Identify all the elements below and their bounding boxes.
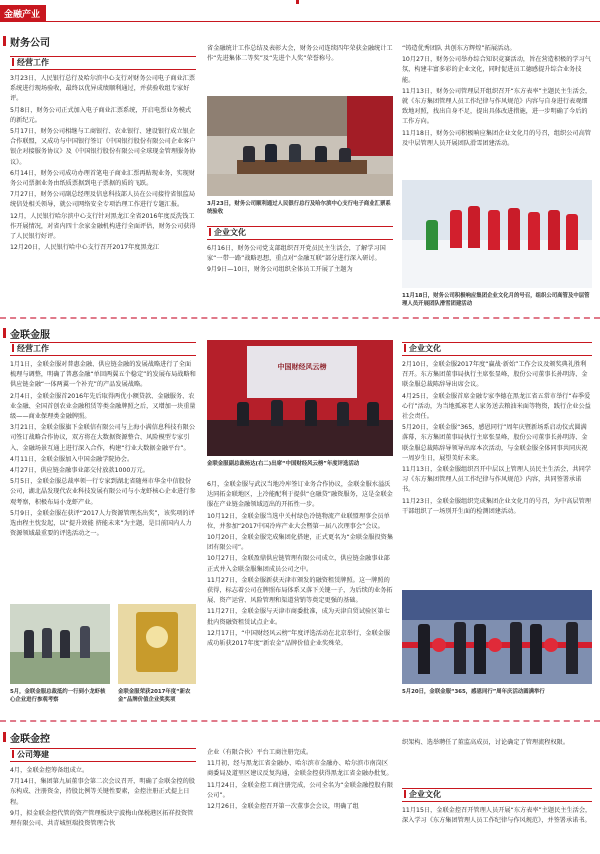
- paragraph: 3月21日，金联金服旗下金联信有限公司与上海小满信息科技有限公司签订战略合作协议，双方将在大数据资源整合、风险模型专家引入、金融场景互通上进行深入合作，构建“行业大数据金融平台”。: [10, 424, 196, 452]
- col-culture: [402, 806, 592, 827]
- col-operations: [10, 360, 196, 540]
- paragraph: 6月14日，财务公司成功办理首笔电子商业汇票再贴现业务，实现财务公司票据业务由纸质票据到电子票据的质的飞跃。: [10, 169, 196, 188]
- paragraph: 10月20日，金联金服完成集团化搭建，正式更名为“金联金服投资集团有限公司”。: [207, 534, 394, 552]
- award-photo: [118, 604, 196, 684]
- paragraph: 11月13日，金联金服组织召开中层以上管理人员民主生活会，共同学习《东方集团管理人员工作纪律与作风规范》内容，共同签署承诺书。: [402, 466, 591, 494]
- paragraph: 企业（有限合伙）平台工商注册完成。: [207, 749, 313, 756]
- section-title: 金联金控: [10, 730, 50, 745]
- paragraph: 5月8日，财务公司正式加入电子商业汇票系统，开启电票业务模式的新纪元。: [10, 106, 192, 124]
- crayfish-visit-photo: [10, 604, 110, 684]
- paragraph: 7月14日，集团第九届董事会第二次会议召开，明确了金联金控的股东构成、注册资金，持股比例等关键性要素，金控注册正式提上日程。: [10, 778, 196, 806]
- col-middle: [207, 480, 393, 650]
- paragraph: 5月5日，金联金服总裁率领一行专家到湖北省随州市华金中信股份公司，湖北晶发现代农业科技发展有限公司与小龙虾核心企业进行参观考察，积极布局小龙虾产业。: [10, 478, 196, 506]
- header-tick: [296, 0, 299, 4]
- paragraph: 9月9日—10日，财务公司组织全体员工开展了主题为: [207, 266, 353, 274]
- col-right-top: [402, 738, 592, 749]
- paragraph: 11月18日，财务公司积极响应集团企业文化月的号召，组织公司高管及中层管理人员开展团队滑雪团建活动。: [402, 129, 591, 147]
- paragraph: 10月12日，金联金服当选中关村绿色冷链物流产业联盟理事会员单位，并参加“2017中国冷库产业大会暨第一届八次理事会”会议。: [207, 512, 390, 530]
- subhead-culture: [207, 226, 393, 240]
- paragraph: 2月10日，金联金服2017年度“赢战·新始”工作会议及颁奖典礼胜利召开。东方集团董事局执行主席张显峰，股份公司董事长孙明涛、金联金服总裁陈辞导出席会议。: [402, 361, 588, 389]
- paragraph: 5月9日，金联金服在获评“2017人力资源管理杰出奖”，该奖项的评选由程主忱发起，以“提升效能 挤能未来”为主题，是目前国内人力资源领域最重要的评选活动之一。: [10, 509, 195, 538]
- subhead-operations: [10, 56, 196, 70]
- page-header: [0, 0, 600, 22]
- paragraph: 6月16日，财务公司党支部组织召开党员民主生活会，了解学习国家“一带一路”战略思想，重点对“金融互联”部分进行深入研讨。: [207, 245, 386, 263]
- paragraph: 4月25日，金联金服首席金融专家李德在黑龙江省五常市举行“春季爱心行”活动，为当地孤寡老人家务送去粮油米面等物资，践行企业公益社会责任。: [402, 392, 591, 421]
- subhead-setup: [10, 748, 196, 762]
- paragraph: 4月27日，供应链金融事业部交付放款1000万元。: [10, 467, 149, 475]
- paragraph: 3月23日，人民银行总行及哈尔滨中心支行对财务公司电子商业汇票系统进行现场验收，最终以优异成绩顺利通过，并获验收组专家好评。: [10, 75, 196, 103]
- paragraph: 10月27日，金联盈鼎供应链管理有限公司成立，供应链金融事业部正式并入金联金服集团成员公司之中。: [207, 555, 390, 573]
- paragraph: 11月15日，金联金控召开管理人员开展“东方表率”主题民主生活会，深入学习《东方集团管理人员工作纪律与作风规范》，并签署承诺书。: [402, 807, 592, 825]
- paragraph: 织架构、选举聘任了董监高成员，讨论确定了管理流程权限。: [402, 739, 570, 746]
- subhead-label: 经营工作: [17, 344, 49, 353]
- paragraph: 12月17日，“中国财经风云榜”年度评选活动在北京举行，金联金服成功斩获2017年度“新农金”品牌价值企业奖殊荣。: [207, 629, 391, 648]
- forum-caption: 金联金服副总裁杨达(右二)出席“中国财经风云榜”年度评选活动: [207, 461, 360, 467]
- paragraph: 5月17日，财务公司相继与工商银行、农业银行、建设银行成立银企合作联盟，又成功与中国银行签订《中国银行股份有限公司企业客户银企对接服务协议》及《中国银行股份有限公司全球现金管理服务协议》。: [10, 128, 196, 166]
- paragraph: 11月24日，金联金控工商注册完成，公司全名为“金联金融控股有限公司”。: [207, 781, 394, 799]
- paragraph: 5月20日，金联金服“365，感恩同行”周年庆暨新场系启动仪式圆满落幕，东方集团董事局执行主席张显峰，股份公司董事长孙明涛、金联金服总裁陈辞导领导出席本次活动，与金联金服全体同事共同庆祝一周岁生日，展望美好未来。: [402, 424, 588, 462]
- crayfish-caption: 5月，金联金服总裁抵约一行到小龙虾核心企业进行参观考察: [10, 689, 106, 703]
- paragraph: 10月27日，财务公司举办综合知识竞赛活动，旨在营造积极的学习气氛，构建丰富多彩的企业文化，同时促进员工德感提升综合业务技能。: [402, 56, 591, 84]
- section-title: 金联金服: [10, 326, 50, 341]
- paragraph: 1月1日，金联金服对普惠金融、供应链金融的发展战略进行了全面梳理与调整，明确了普惠金融“单回两翼五个稳定”的发展布局战略和供应链金融“一体两翼一个补充”的产品发展战略。: [10, 361, 196, 389]
- paragraph: 7月27日，财务公司副总经理及信息科技部人员在公司接待省银监局统信处相关领导，就公司网络安全专项治理工作进行专题汇报。: [10, 191, 196, 209]
- col-right: [402, 44, 592, 150]
- col-culture: [402, 360, 592, 518]
- ribbon-cutting-photo: [402, 590, 592, 684]
- paragraph: 11月27日，金联金服与天津市商委批准，成为天津自贸试验区第七批内资融资租赁试点企业。: [207, 608, 390, 626]
- forum-photo: [207, 340, 393, 456]
- col-culture: [207, 244, 393, 277]
- paragraph: 11月初，经与黑龙江省金融办、哈尔滨市金融办、哈尔滨市南岗区商委局及道里区建议反复沟通，金联金控获得黑龙江省金融办批复。: [207, 760, 393, 778]
- paragraph: 12月，人民银行哈尔滨中心支行针对黑龙江全省2016年度反洗钱工作开展情况，对省内四十余家金融机构进行全面评估，财务公司获得了人民银行好评。: [10, 212, 196, 241]
- subhead-culture: [402, 788, 592, 802]
- section-title: 财务公司: [10, 34, 50, 49]
- subhead-label: 经营工作: [17, 58, 49, 67]
- award-caption: 金联金服荣获2017年度“新农金”品牌价值企业奖奖项: [118, 689, 191, 703]
- col-setup: [10, 766, 196, 830]
- paragraph: “铸造优秀团队 共创东方辉煌”拓展活动。: [402, 45, 516, 52]
- section-finance-company: [0, 30, 600, 319]
- paragraph: 11月13日，财务公司管理层开组织召开“东方表率”主题民主生活会，就《东方集团管理人员工作纪律与作风规范》内容与自身进行表观细致地对照，找出自身不足，提出具体改进措施，进一步明确了今后的工作方向。: [402, 87, 592, 126]
- paragraph: 9月，拟金联金控代管的资产管理板块宁波梅山保税港区拓祥投资管理有限公司、共青城恒瑞投资管理合伙: [10, 809, 194, 828]
- ski-photo: [402, 180, 592, 288]
- subhead-label: 公司筹建: [17, 750, 49, 759]
- col-middle: [207, 748, 393, 813]
- subhead-label: 企业文化: [214, 228, 246, 237]
- paragraph: 4月11日，金联金服加入中国金融学院协会。: [10, 455, 134, 463]
- section-jinlian-jinfu: [0, 322, 600, 722]
- meeting-photo: [207, 96, 393, 196]
- paragraph: 2月4日，金联金服首2016年先后取得两优小额贷款、金融服务、农业金融、全国首创农业金融租赁等类金融牌照之后，又增加一块重量级——商业保理类金融牌照。: [10, 392, 196, 421]
- paragraph: 12月20日，人民银行哈中心支行召开2017年度黑龙江: [10, 244, 160, 252]
- header-rule: [0, 21, 600, 22]
- subhead-label: 企业文化: [409, 790, 441, 799]
- ribbon-caption: 5月20日，金联金服“365，感恩同行”周年庆活动圆满举行: [402, 689, 545, 695]
- meeting-caption: 3月23日，财务公司顺利通过人民银行总行及哈尔滨中心支行电子商业汇票系统验收: [207, 201, 391, 215]
- section-tag: 金融产业: [0, 5, 46, 22]
- subhead-culture: [402, 342, 592, 356]
- forum-backdrop-text: 中国财经风云榜: [277, 363, 327, 371]
- subhead-label: 企业文化: [409, 344, 441, 353]
- ski-caption: 11月18日，财务公司积极响应集团企业文化月的号召，组织公司高管及中层管理人员开展团队滑雪团建活动: [402, 293, 590, 307]
- paragraph: 4月，金联金控筹备组成立。: [10, 767, 89, 774]
- section-jinlian-jinkong: [0, 724, 600, 854]
- col-operations: [10, 74, 196, 254]
- paragraph: 11月23日，金联金服组织完成集团企业文化月的号召，为中高层管理干部组织了一场别开生面的检测团建活动。: [402, 497, 591, 515]
- col-middle-top: [207, 44, 393, 65]
- paragraph: 省金融统计工作总结及表彰大会，财务公司连续四年荣获金融统计工作“先进集体二等奖”及“先进个人奖”荣誉称号。: [207, 45, 393, 63]
- paragraph: 6月，金联金服与武汉当地冷库签订业务合作协议，金联金服水溢沃达同拓金联地区，上冷能配利于提供“仓融贷”融资服务，这是金联金服在产业链金融领域迈出的开拓性一步。: [207, 481, 393, 509]
- paragraph: 12月26日，金联金控召开第一次董事会会议，明确了组: [207, 803, 359, 811]
- subhead-operations: [10, 342, 196, 356]
- paragraph: 11月27日，金联金服新获天津市颁发的融资租赁牌照。这一牌照的获得，标志着公司在牌照布局体系又落下关键一子，为后续的业务拓展、资产运营、风险管理和渠道营销等奠定更强的基础。: [207, 576, 393, 605]
